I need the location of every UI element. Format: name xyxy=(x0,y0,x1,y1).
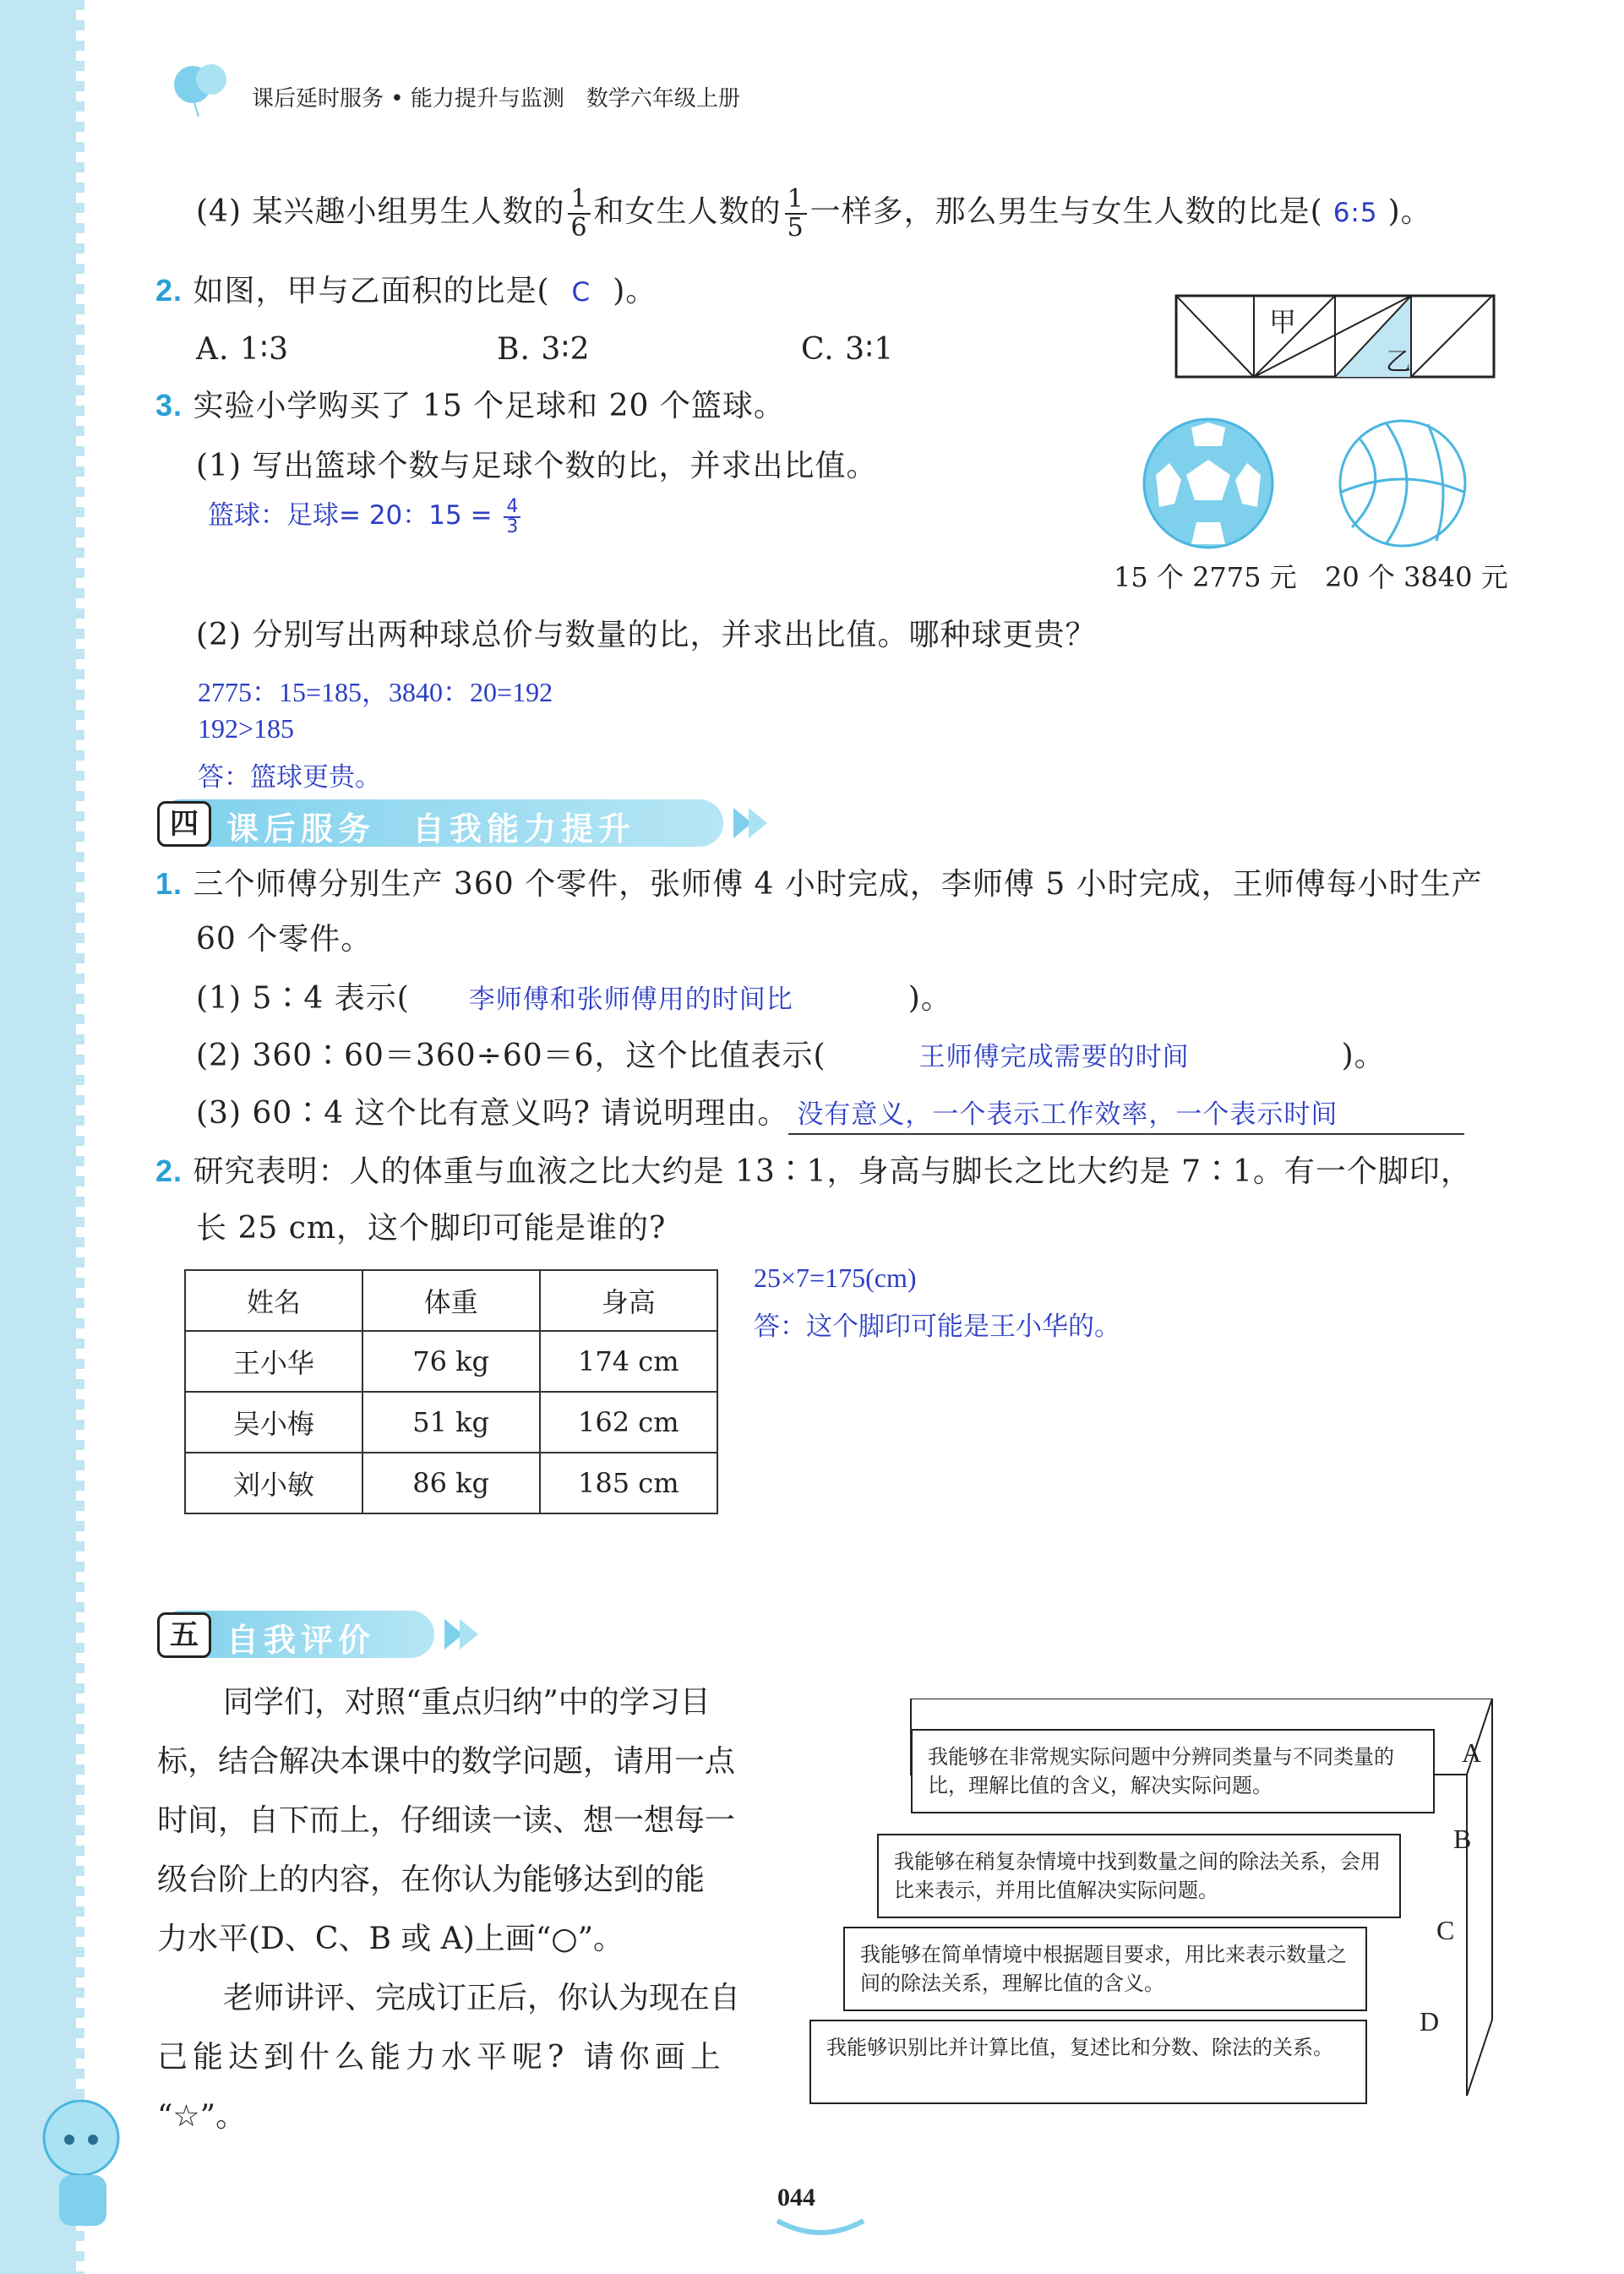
page-number-swoosh xyxy=(774,2216,867,2244)
cartoon-boy-icon xyxy=(25,2087,144,2239)
s4q1-line2: 60 个零件。 xyxy=(196,922,373,957)
question-4 xyxy=(196,186,1432,242)
table-cell: 76 kg xyxy=(362,1331,540,1392)
question-number: 3. xyxy=(155,388,183,423)
q2-answer: C xyxy=(571,277,591,308)
page-header: 课后延时服务 • 能力提升与监测 数学六年级上册 xyxy=(252,86,740,112)
balloon-logo-icon xyxy=(169,59,237,110)
question-3 xyxy=(155,387,785,425)
basketball-icon xyxy=(1335,416,1470,551)
q2-option-c: C. 3∶1 xyxy=(801,332,895,367)
question-number: 2. xyxy=(155,1153,183,1188)
s4q1-p3-answer: 没有意义，一个表示工作效率，一个表示时间 xyxy=(788,1096,1464,1135)
section-5-badge: 五 xyxy=(157,1612,211,1658)
step-b-label: B xyxy=(1453,1824,1472,1854)
s4q1-p2-close: )。 xyxy=(1341,1039,1386,1073)
fraction-1-5 xyxy=(785,186,807,242)
s4q1-p1-close: )。 xyxy=(907,981,952,1016)
frac-num: 1 xyxy=(568,186,590,215)
s4q1-part2 xyxy=(196,1038,1386,1076)
q4-text-post: 一样多，那么男生与女生人数的比是( xyxy=(809,194,1323,229)
table-cell: 刘小敏 xyxy=(185,1453,362,1513)
answer-fraction xyxy=(504,495,520,537)
table-cell: 51 kg xyxy=(362,1392,540,1453)
soccer-ball-caption: 15 个 2775 元 xyxy=(1114,561,1297,593)
question-number: 2. xyxy=(155,273,183,308)
q3-text: 实验小学购买了 15 个足球和 20 个篮球。 xyxy=(193,389,785,423)
q3-part1-answer xyxy=(208,494,524,537)
s4q2-line2: 长 25 cm，这个脚印可能是谁的? xyxy=(196,1211,667,1246)
step-a-text: 我能够在非常规实际问题中分辨同类量与不同类量的比，理解比值的含义，解决实际问题。 xyxy=(928,1745,1394,1797)
question-number: 1. xyxy=(155,866,183,901)
q2-close: )。 xyxy=(613,274,657,308)
table-cell: 吴小梅 xyxy=(185,1392,362,1453)
q2-option-b: B. 3∶2 xyxy=(497,332,591,367)
arrow-icon xyxy=(730,804,772,845)
q4-text-mid: 和女生人数的 xyxy=(593,194,782,229)
frac-den: 5 xyxy=(787,213,804,243)
table-cell: 185 cm xyxy=(540,1453,717,1513)
q3-part2-line2: 192>185 xyxy=(198,713,295,744)
q3-part1-answer-text: 篮球：足球= 20：15 = xyxy=(208,500,493,531)
table-header: 身高 xyxy=(540,1270,717,1331)
s4q1-p1-answer: 李师傅和张师傅用的时间比 xyxy=(468,984,793,1015)
fraction-1-6 xyxy=(568,186,590,242)
s4q1-part1 xyxy=(196,980,952,1018)
s4q1-line1: 三个师傅分别生产 360 个零件，张师傅 4 小时完成，李师傅 5 小时完成，王师傅每小时生产 xyxy=(193,867,1483,902)
frac-den: 6 xyxy=(570,213,588,243)
question-2 xyxy=(155,272,657,311)
q2-option-a: A. 1∶3 xyxy=(196,332,290,367)
step-b-text: 我能够在稍复杂情境中找到数量之间的除法关系，会用比来表示，并用比值解决实际问题。 xyxy=(894,1850,1381,1902)
q2-text: 如图，甲与乙面积的比是( xyxy=(193,274,550,308)
q4-close: )。 xyxy=(1387,194,1432,229)
people-table xyxy=(184,1269,718,1514)
ability-staircase xyxy=(809,1699,1502,2121)
step-c xyxy=(843,1927,1367,2011)
q3-part2-line3: 答：篮球更贵。 xyxy=(198,762,381,793)
eval-line: 己能达到什么能力水平呢? 请你画上 xyxy=(157,2040,726,2075)
s4q1-part3 xyxy=(196,1095,1464,1135)
table-header: 姓名 xyxy=(185,1270,362,1331)
q3-part2-line1: 2775：15=185，3840：20=192 xyxy=(198,677,553,707)
step-d-label: D xyxy=(1420,2006,1440,2037)
frac-num: 1 xyxy=(785,186,807,215)
eval-line: 同学们，对照“重点归纳”中的学习目 xyxy=(223,1685,711,1720)
area-figure xyxy=(1174,294,1496,379)
table-cell: 86 kg xyxy=(362,1453,540,1513)
q4-answer: 6:5 xyxy=(1332,198,1378,228)
left-margin-strip xyxy=(0,0,84,2274)
s4q1-p1-text: (1) 5∶4 表示( xyxy=(196,981,410,1016)
step-d xyxy=(809,2020,1367,2104)
step-c-label: C xyxy=(1436,1915,1455,1945)
s4q1-p2-answer: 王师傅完成需要的时间 xyxy=(918,1042,1190,1072)
table-header: 体重 xyxy=(362,1270,540,1331)
step-a-label: A xyxy=(1462,1737,1482,1768)
eval-line: 老师讲评、完成订正后，你认为现在自 xyxy=(223,1981,741,2015)
step-a xyxy=(911,1729,1435,1813)
s4q1-p2-text: (2) 360∶60＝360÷60＝6，这个比值表示( xyxy=(196,1039,826,1073)
step-d-text: 我能够识别比并计算比值，复述比和分数、除法的关系。 xyxy=(826,2036,1333,2059)
table-row xyxy=(185,1392,717,1453)
figure-label-jia: 甲 xyxy=(1269,306,1297,338)
q4-text: (4) 某兴趣小组男生人数的 xyxy=(196,194,565,229)
eval-line: 级台阶上的内容，在你认为能够达到的能 xyxy=(157,1862,706,1897)
s4-question-1 xyxy=(155,865,1483,903)
arrow-icon xyxy=(441,1616,483,1656)
table-row xyxy=(185,1453,717,1513)
basketball-caption: 20 个 3840 元 xyxy=(1325,561,1508,593)
step-b xyxy=(877,1834,1401,1918)
section-5-title: 自我评价 xyxy=(226,1622,376,1659)
q3-part1: (1) 写出篮球个数与足球个数的比，并求出比值。 xyxy=(196,449,878,483)
table-cell: 162 cm xyxy=(540,1392,717,1453)
soccer-ball-icon xyxy=(1141,416,1276,551)
frac-den: 3 xyxy=(506,515,519,537)
s4q2-answer-text: 答：这个脚印可能是王小华的。 xyxy=(754,1312,1120,1342)
q3-part2: (2) 分别写出两种球总价与数量的比，并求出比值。哪种球更贵？ xyxy=(196,618,1097,652)
section-4-title: 课后服务 自我能力提升 xyxy=(226,810,636,848)
figure-label-yi: 乙 xyxy=(1386,347,1411,377)
s4q2-answer-calc: 25×7=175(cm) xyxy=(754,1262,917,1293)
table-cell: 174 cm xyxy=(540,1331,717,1392)
table-row xyxy=(185,1331,717,1392)
eval-line: “☆”。 xyxy=(157,2099,247,2134)
table-cell: 王小华 xyxy=(185,1331,362,1392)
section-4-badge: 四 xyxy=(157,801,211,847)
s4q1-p3-text: (3) 60∶4 这个比有意义吗? 请说明理由。 xyxy=(196,1096,789,1131)
s4q2-line1: 研究表明：人的体重与血液之比大约是 13∶1，身高与脚长之比大约是 7∶1。有一个脚印， xyxy=(193,1154,1472,1189)
eval-line: 时间，自下而上，仔细读一读、想一想每一 xyxy=(157,1803,736,1838)
step-c-text: 我能够在简单情境中根据题目要求，用比来表示数量之间的除法关系，理解比值的含义。 xyxy=(860,1943,1347,1995)
eval-line: 标，结合解决本课中的数学问题，请用一点 xyxy=(157,1744,736,1779)
eval-line: 力水平(D、C、B 或 A)上画“○”。 xyxy=(157,1922,624,1956)
s4-question-2 xyxy=(155,1153,1472,1191)
table-header-row xyxy=(185,1270,717,1331)
page-number: 044 xyxy=(777,2184,815,2211)
evaluation-text xyxy=(157,1673,774,2146)
frac-num: 4 xyxy=(504,498,520,518)
